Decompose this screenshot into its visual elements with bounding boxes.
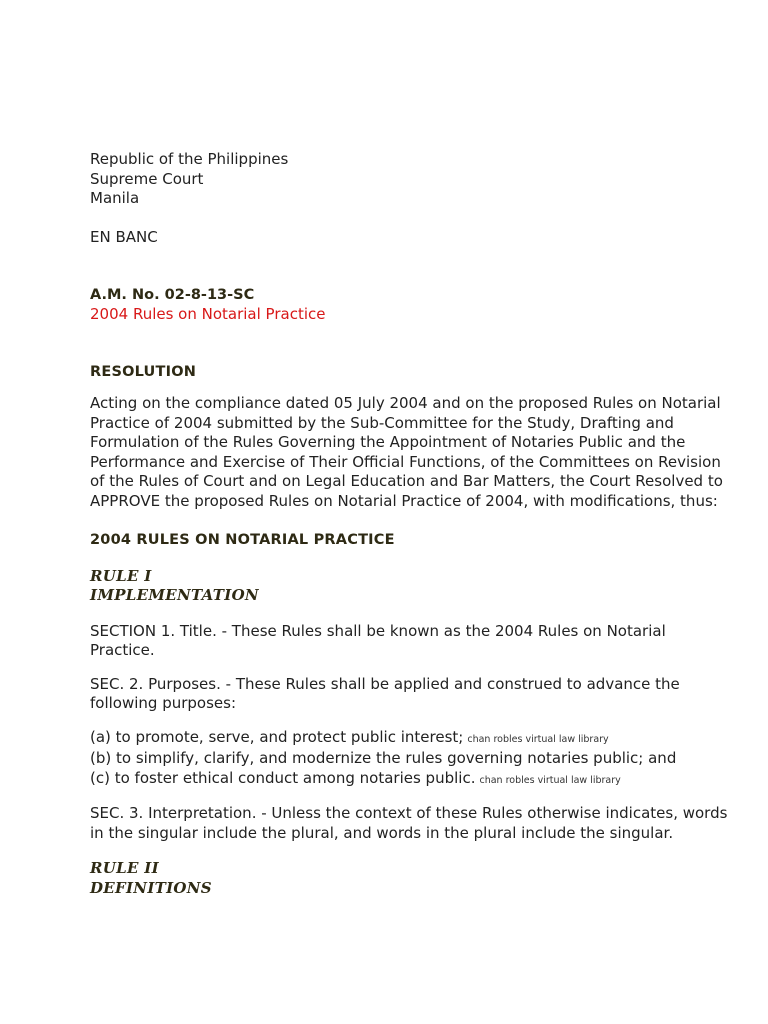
library-note: chan robles virtual law library [479,774,621,786]
rules-heading: 2004 RULES ON NOTARIAL PRACTICE [90,532,395,548]
header-court: Supreme Court [90,169,204,188]
section-3: SEC. 3. Interpretation. - Unless the context of these Rules otherwise indicates, words in the singular include the plural, and words in the plural include the singular. [90,804,728,842]
purpose-b: (b) to simplify, clarify, and modernize the rules governing notaries public; and [90,749,677,767]
list-item [90,749,730,769]
resolution-body: Acting on the compliance dated 05 July 2004 and on the proposed Rules on Notarial Practice of 2004 submitted by the Sub-Committee for the Study, Drafting and Formulation of the Rules Governing the Appointment of Notaries Public and the Performance and Exercise of Their Official Functions, of the Committees on Revision of the Rules of Court and on Legal Education and Bar Matters, the Court Resolved to APPROVE the proposed Rules on Notarial Practice of 2004, with modifications, thus: [90,394,723,510]
rule-2-number: RULE II [90,859,159,877]
rule-2-name: DEFINITIONS [90,878,212,897]
resolution-heading: RESOLUTION [90,363,197,380]
purpose-c: (c) to foster ethical conduct among notaries public. [90,768,476,787]
library-note: chan robles virtual law library [467,733,609,745]
case-title: 2004 Rules on Notarial Practice [90,305,326,323]
list-item [90,769,730,791]
section-2: SEC. 2. Purposes. - These Rules shall be applied and construed to advance the following purposes: [90,674,680,712]
purpose-a: (a) to promote, serve, and protect public interest; [90,727,464,746]
case-number: A.M. No. 02-8-13-SC [90,286,255,303]
header-city: Manila [90,189,140,207]
list-item [90,728,730,750]
en-banc-label: EN BANC [90,228,158,246]
rule-1-number: RULE I [90,566,152,585]
document-body [90,150,730,898]
rule-1-name: IMPLEMENTATION [90,586,259,604]
section-1: SECTION 1. Title. - These Rules shall be known as the 2004 Rules on Notarial Practice. [90,621,666,659]
header-republic: Republic of the Philippines [90,150,289,168]
purposes-list [90,728,730,791]
